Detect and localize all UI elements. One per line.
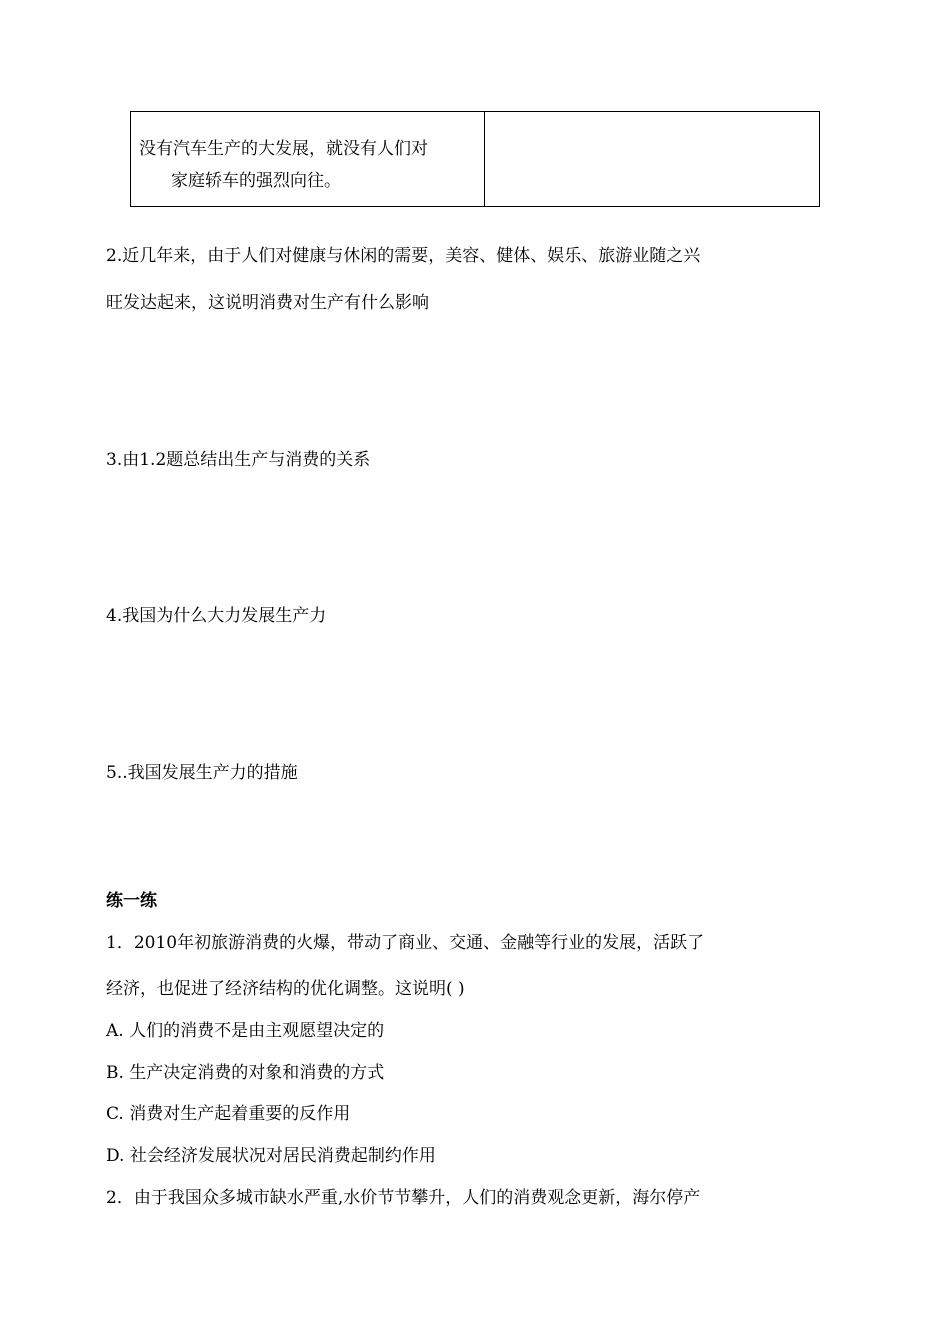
question-5: 5..我国发展生产力的措施 [106,763,298,783]
practice-1-line1: 1．2010年初旅游消费的火爆，带动了商业、交通、金融等行业的发展，活跃了 [106,933,705,953]
option-d: D. 社会经济发展状况对居民消费起制约作用 [106,1146,436,1166]
question-2-line1: 2.近几年来，由于人们对健康与休闲的需要，美容、健体、娱乐、旅游业随之兴 [106,246,701,266]
practice-heading: 练一练 [106,891,157,911]
table-divider [484,112,485,206]
table-left-cell-line1: 没有汽车生产的大发展，就没有人们对 [139,139,428,159]
option-c: C. 消费对生产起着重要的反作用 [106,1104,351,1124]
question-4: 4.我国为什么大力发展生产力 [106,606,327,626]
table-left-cell-line2: 家庭轿车的强烈向往。 [171,171,341,191]
comparison-table [130,111,820,207]
option-a: A. 人们的消费不是由主观愿望决定的 [106,1021,385,1041]
option-b: B. 生产决定消费的对象和消费的方式 [106,1063,385,1083]
practice-2-line1: 2．由于我国众多城市缺水严重,水价节节攀升，人们的消费观念更新，海尔停产 [106,1188,701,1208]
practice-1-line2: 经济，也促进了经济结构的优化调整。这说明( ) [106,979,465,999]
question-3: 3.由1.2题总结出生产与消费的关系 [106,450,371,470]
question-2-line2: 旺发达起来，这说明消费对生产有什么影响 [106,293,429,313]
